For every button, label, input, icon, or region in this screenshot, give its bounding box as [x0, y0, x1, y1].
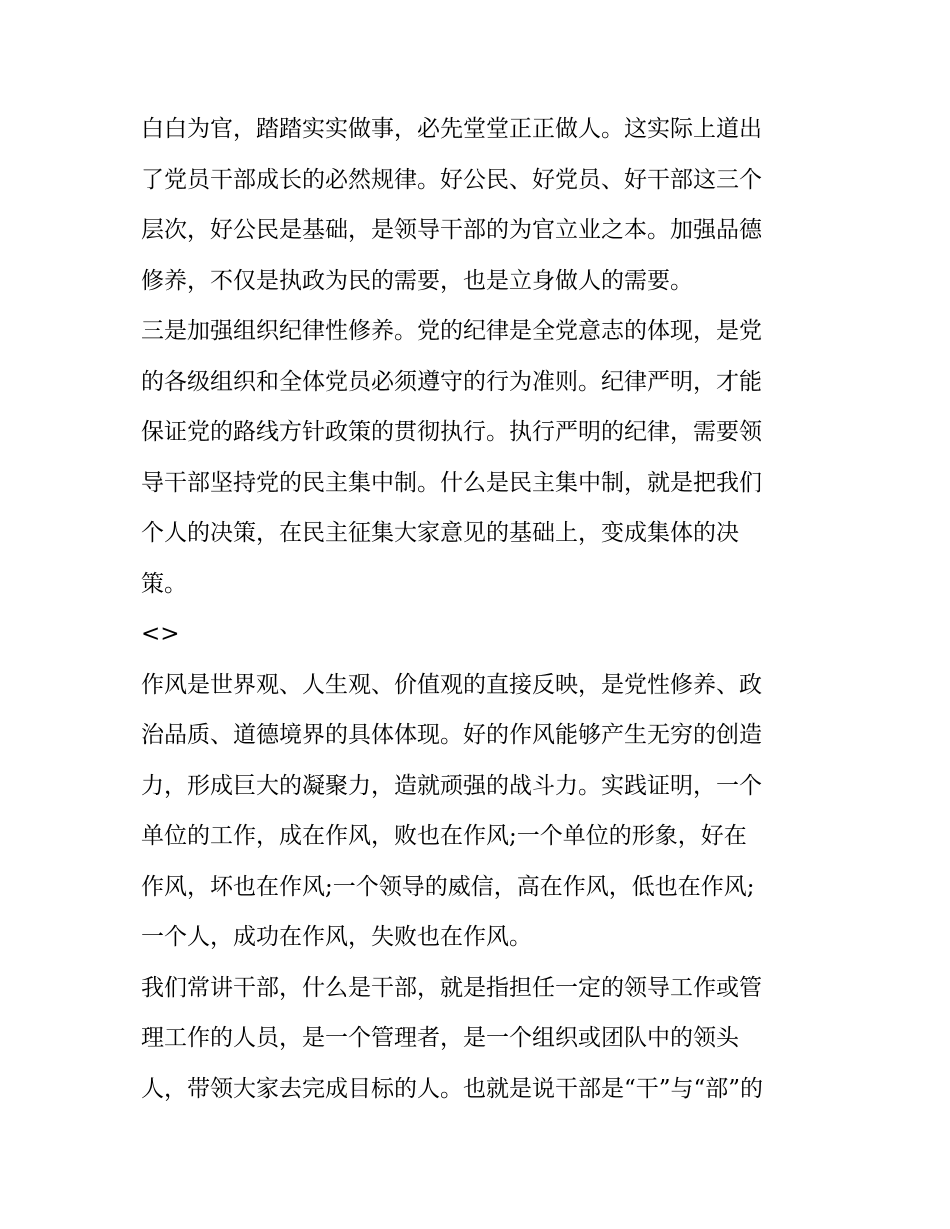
text-line: 作风，坏也在作风;一个领导的威信，高在作风，低也在作风; [141, 873, 755, 900]
text-line: 保证党的路线方针政策的贯彻执行。执行严明的纪律，需要领 [141, 419, 762, 445]
text-line: 一个人，成功在作风，失败也在作风。 [141, 924, 532, 950]
text-line: 导干部坚持党的民主集中制。什么是民主集中制，就是把我们 [141, 469, 762, 496]
text-line: 力，形成巨大的凝聚力，造就顽强的战斗力。实践证明，一个 [141, 772, 762, 799]
text-line: 人，带领大家去完成目标的人。也就是说干部是“干”与“部”的 [141, 1075, 764, 1102]
text-line: 白白为官，踏踏实实做事，必先堂堂正正做人。这实际上道出 [141, 116, 762, 142]
text-line: 我们常讲干部，什么是干部，就是指担任一定的领导工作或管 [141, 974, 762, 1001]
text-line: 的各级组织和全体党员必须遵守的行为准则。纪律严明，才能 [141, 368, 762, 395]
document-body [141, 104, 816, 1114]
text-line: 修养，不仅是执政为民的需要，也是立身做人的需要。 [141, 267, 693, 294]
text-line: 三是加强组织纪律性修养。党的纪律是全党意志的体现，是党 [141, 318, 762, 344]
text-line: 策。 [141, 570, 187, 597]
text-line: 理工作的人员，是一个管理者，是一个组织或团队中的领头 [141, 1025, 739, 1051]
text-line: 层次，好公民是基础，是领导干部的为官立业之本。加强品德 [141, 217, 762, 243]
text-line: 个人的决策，在民主征集大家意见的基础上，变成集体的决 [141, 520, 739, 546]
text-line: 了党员干部成长的必然规律。好公民、好党员、好干部这三个 [141, 166, 762, 193]
text-line: 单位的工作，成在作风，败也在作风;一个单位的形象，好在 [141, 823, 747, 849]
text-line: 治品质、道德境界的具体体现。好的作风能够产生无穷的创造 [141, 722, 762, 748]
text-line: 作风是世界观、人生观、价值观的直接反映，是党性修养、政 [141, 671, 762, 698]
text-line: <> [141, 621, 180, 647]
